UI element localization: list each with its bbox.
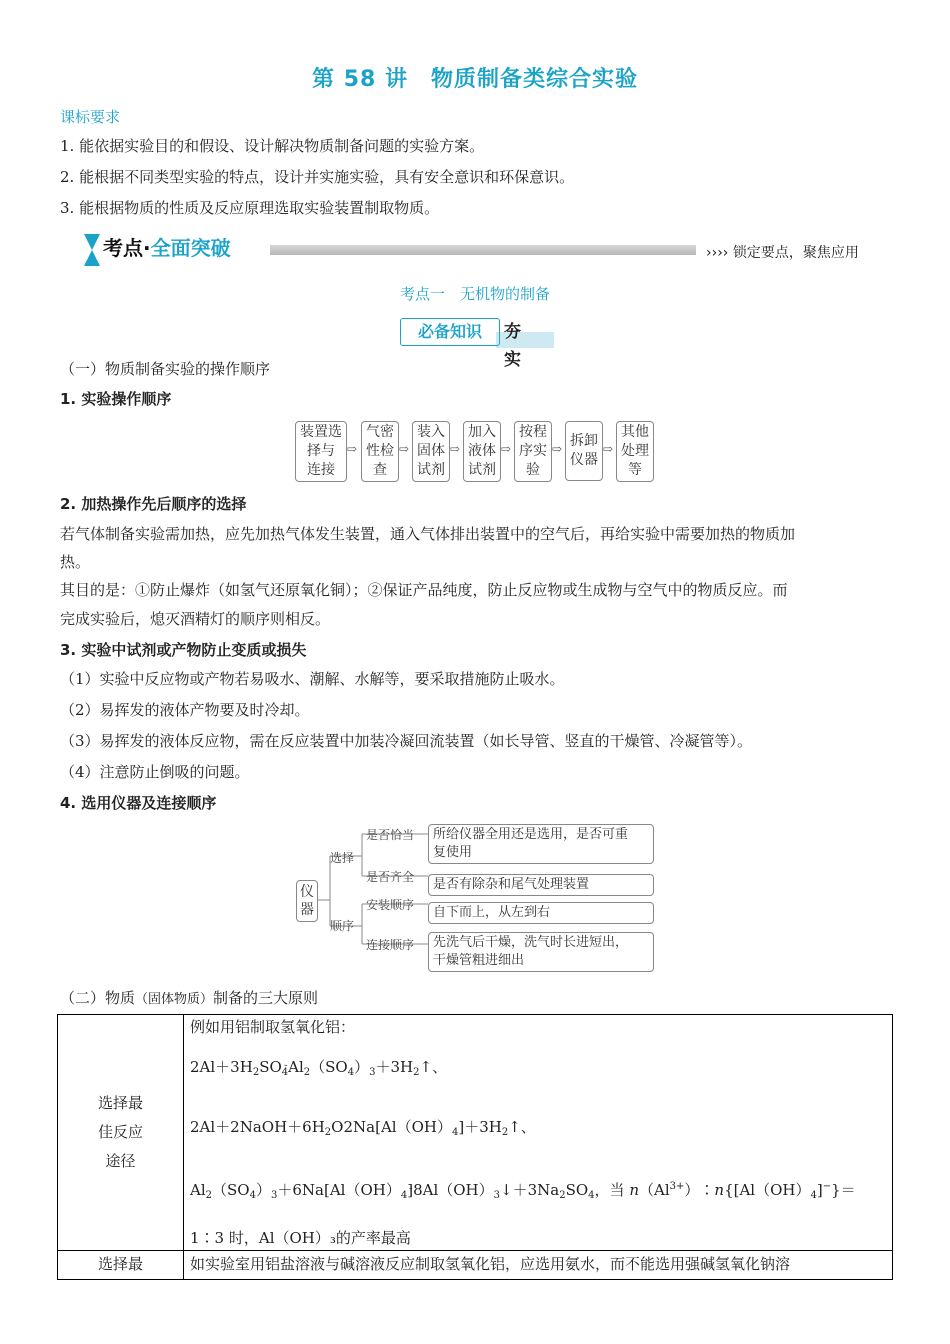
flow-line: 序实 [519, 443, 547, 459]
requirement-item: 2. 能根据不同类型实验的特点，设计并实施实验，具有安全意识和环保意识。 [60, 168, 575, 186]
tree-label: 安装顺序 [366, 898, 415, 912]
table-row [58, 1251, 893, 1280]
list-item: （3）易挥发的液体反应物，需在反应装置中加装冷凝回流装置（如长导管、竖直的干燥管、冷凝管等）。 [60, 732, 753, 750]
flow-line: 试剂 [417, 462, 445, 478]
paragraph: 若气体制备实验需加热，应先加热气体发生装置，通入气体排出装置中的空气后，再给实验中需要加热的物质加 [60, 525, 796, 543]
requirement-item: 1. 能依据实验目的和假设、设计解决物质制备问题的实验方案。 [60, 137, 485, 155]
tree-branch-select: 选择 [330, 851, 355, 865]
tree-leaf-line: 先洗气后干燥，洗气时长进短出， [433, 935, 629, 950]
tree-root: 仪器 [296, 880, 318, 922]
flow-line: 按程 [519, 424, 547, 440]
tree-leaf: 自下而上，从左到右 [428, 902, 654, 924]
page-title: 第 58 讲 物质制备类综合实验 [312, 67, 638, 92]
flow-line: 验 [526, 462, 540, 478]
tree-branch-order: 顺序 [330, 919, 355, 933]
part2-heading-b: （固体物质） [135, 992, 214, 1007]
section-title: 考点一 无机物的制备 [399, 285, 550, 303]
flow-arrow-icon: ⇨ [347, 442, 358, 456]
flow-line: 液体 [468, 443, 496, 459]
table-cell-label: 选择最 [58, 1251, 184, 1280]
flow-line: 性检 [366, 443, 394, 459]
tree-leaf: 是否有除杂和尾气处理装置 [428, 874, 654, 896]
flow-line: 等 [628, 462, 642, 478]
tree-label: 是否齐全 [366, 870, 415, 884]
table-cell-content [184, 1015, 893, 1251]
flow-line: 装入 [417, 424, 445, 440]
table-cell-content: 如实验室用铝盐溶液与碱溶液反应制取氢氧化铝，应选用氨水，而不能选用强碱氢氧化钠溶 [184, 1251, 893, 1280]
table-row [58, 1015, 893, 1251]
list-item: （4）注意防止倒吸的问题。 [60, 763, 250, 781]
equation-1: $2Al+3H_2SO_4Al_2(SO_4)_3+3H_2↑$、 [190, 1058, 448, 1078]
subheading-3: 3. 实验中试剂或产物防止变质或损失 [60, 641, 307, 659]
flow-line: 拆卸 [570, 433, 598, 449]
flow-line: 试剂 [468, 462, 496, 478]
equation-3: $Al_2(SO_4)_3+6Na[Al(OH)_4]8Al(OH)_3↓+3Na_2SO_4$，当 $n(Al^{3+})∶n\{[Al(OH)_4]^-\}=$ [190, 1181, 856, 1201]
flow-line: 查 [373, 462, 387, 478]
flow-arrow-icon: ⇨ [552, 442, 563, 456]
part2-heading-a: （二）物质 [60, 989, 136, 1007]
tree-label: 连接顺序 [366, 938, 415, 952]
flow-line: 处理 [621, 443, 649, 459]
part1-heading: （一）物质制备实验的操作顺序 [60, 360, 271, 378]
tree-leaf-line: 干燥管粗进细出 [433, 953, 525, 968]
flow-line: 固体 [417, 443, 445, 459]
paragraph: 完成实验后，熄灭酒精灯的顺序则相反。 [60, 610, 331, 628]
subheading-1: 1. 实验操作顺序 [60, 390, 172, 408]
label-line: 佳反应 [97, 1123, 143, 1141]
knowledge-badge-rest: 夯实 [504, 322, 521, 370]
flow-arrow-icon: ⇨ [603, 442, 614, 456]
label-line: 选择最 [97, 1094, 143, 1112]
flow-line: 装置选 [300, 424, 342, 440]
subheading-4: 4. 选用仪器及连接顺序 [60, 794, 217, 812]
flow-line: 择与 [307, 443, 335, 459]
part2-heading [60, 987, 318, 1008]
list-item: （2）易挥发的液体产物要及时冷却。 [60, 701, 310, 719]
tree-leaf-line: 所给仪器全用还是选用，是否可重 [433, 827, 629, 842]
banner-title-dot: · [143, 236, 151, 260]
subheading-2: 2. 加热操作先后顺序的选择 [60, 495, 247, 513]
equation-tail: 1∶3 时，Al（OH）₃的产率最高 [190, 1229, 411, 1247]
equation-2: $2Al+2NaOH+6H_2O2Na[Al(OH)_4]+3H_2↑$、 [190, 1118, 536, 1138]
requirement-item: 3. 能根据物质的性质及反应原理选取实验装置制取物质。 [60, 199, 440, 217]
label-line: 途径 [105, 1152, 136, 1170]
flow-arrow-icon: ⇨ [501, 442, 512, 456]
flow-line: 气密 [366, 424, 394, 440]
table-intro: 例如用铝制取氢氧化铝： [190, 1018, 356, 1036]
flow-line: 加入 [468, 424, 496, 440]
banner-slogan: ›››› 锁定要点，聚焦应用 [706, 245, 859, 261]
flow-line: 其他 [621, 424, 649, 440]
flow-arrow-icon: ⇨ [450, 442, 461, 456]
paragraph: 其目的是：①防止爆炸（如氢气还原氧化铜）；②保证产品纯度，防止反应物或生成物与空气中的物质反应。而 [60, 581, 788, 599]
flow-arrow-icon: ⇨ [399, 442, 410, 456]
banner-title-a: 考点 [103, 236, 143, 260]
knowledge-badge-box: 必备知识 [400, 318, 500, 346]
flow-line: 连接 [307, 462, 335, 478]
tree-leaf [428, 824, 654, 864]
requirements-heading: 课标要求 [60, 108, 121, 126]
flow-line: 仪器 [570, 452, 598, 468]
paragraph: 热。 [60, 553, 91, 571]
list-item: （1）实验中反应物或产物若易吸水、潮解、水解等，要采取措施防止吸水。 [60, 670, 565, 688]
principles-table [57, 1014, 893, 1280]
part2-heading-c: 制备的三大原则 [213, 989, 319, 1007]
tree-leaf [428, 932, 654, 972]
table-cell-label [58, 1015, 184, 1251]
tree-label: 是否恰当 [366, 828, 415, 842]
tree-leaf-line: 复使用 [433, 845, 473, 860]
banner-title-b: 全面突破 [150, 236, 231, 260]
